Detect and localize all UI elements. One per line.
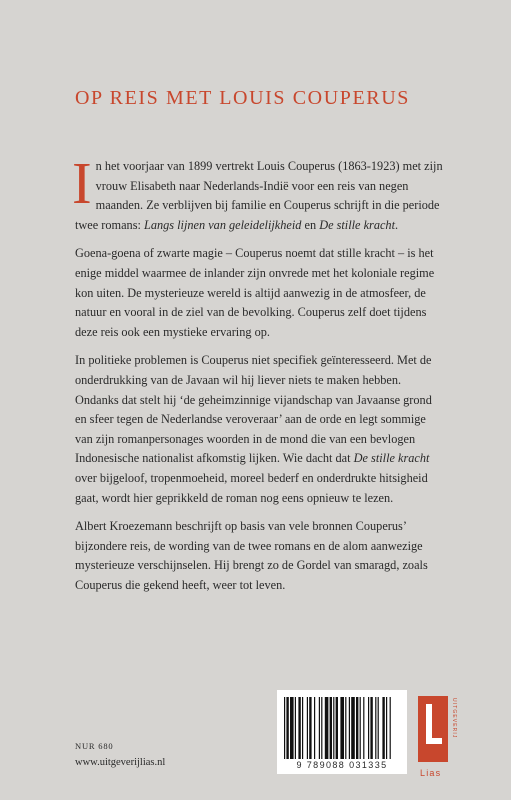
barcode-bars bbox=[284, 697, 400, 759]
barcode-bar bbox=[351, 697, 355, 759]
barcode-bar bbox=[330, 697, 332, 759]
paragraph-3 bbox=[75, 351, 445, 508]
barcode-bar bbox=[325, 697, 329, 759]
paragraph-1-text-3: . bbox=[395, 217, 399, 232]
barcode-bar bbox=[378, 697, 379, 759]
barcode-bar bbox=[370, 697, 372, 759]
paragraph-3-text: In politieke problemen is Couperus niet specifiek geïnteresseerd. Met de onderdrukking van de Javaan wil hij liever niets te maken hebben. Ondanks dat stelt hij ‘de geheimzinnige vijandschap van Javaanse grond en sfeer tegen de Nederlandse veroveraar’ aan de orde en legt sommige van zijn romanpersonages woorden in de mond die van een bevlogen Indonesische nationalist afkomstig lijken. Wie dacht dat bbox=[75, 353, 432, 466]
paragraph-4: Albert Kroezemann beschrijft op basis van vele bronnen Couperus’ bijzondere reis, de wording van de twee romans en de alom aanwezige mysterieuze verschijnselen. Hij brengt zo de Gordel van smaragd, zoals Couperus die gekend heeft, weer tot leven. bbox=[75, 519, 428, 592]
isbn-barcode bbox=[277, 690, 407, 774]
barcode-bar bbox=[349, 697, 350, 759]
barcode-bar bbox=[302, 697, 303, 759]
barcode-bar bbox=[375, 697, 376, 759]
publisher-name: Lias bbox=[420, 768, 442, 778]
barcode-bar bbox=[286, 697, 288, 759]
barcode-bar bbox=[321, 697, 322, 759]
blurb bbox=[72, 150, 445, 604]
barcode-bar bbox=[368, 697, 369, 759]
barcode-bar bbox=[356, 697, 358, 759]
barcode-bar bbox=[307, 697, 308, 759]
barcode-bar bbox=[382, 697, 384, 759]
book-title: OP REIS MET LOUIS COUPERUS bbox=[75, 87, 410, 109]
barcode-bar bbox=[336, 697, 338, 759]
barcode-bar bbox=[309, 697, 311, 759]
barcode-bar bbox=[295, 697, 296, 759]
barcode-bar bbox=[360, 697, 361, 759]
barcode-bar bbox=[386, 697, 387, 759]
barcode-bar bbox=[284, 697, 285, 759]
barcode-bar bbox=[333, 697, 334, 759]
barcode-bar bbox=[340, 697, 344, 759]
isbn-number: 9 789088 031335 bbox=[296, 760, 388, 770]
barcode-bar bbox=[319, 697, 320, 759]
drop-cap: I bbox=[72, 150, 92, 216]
barcode-bar bbox=[314, 697, 315, 759]
barcode-bar bbox=[298, 697, 300, 759]
nur-code: NUR 680 bbox=[75, 741, 114, 751]
publisher-logo bbox=[418, 696, 458, 792]
barcode-bar bbox=[290, 697, 294, 759]
barcode-bar bbox=[345, 697, 346, 759]
publisher-website: www.uitgeverijlias.nl bbox=[75, 757, 166, 768]
paragraph-2: Goena-goena of zwarte magie – Couperus noemt dat stille kracht – is het enige middel waarmee de inlander zijn onvrede met het koloniale regime kon uiten. De mysterieuze wereld is altijd aanwezig in de atmosfeer, de natuur en vooral in de ziel van de bevolking. Couperus zelf doet tijdens deze reis ook een mystieke ervaring op. bbox=[75, 246, 435, 339]
publisher-side-label: UITGEVERIJ bbox=[451, 698, 457, 739]
lias-logo-mark bbox=[418, 696, 452, 768]
paragraph-1 bbox=[72, 150, 445, 235]
barcode-bar bbox=[363, 697, 364, 759]
book-title-italic-2: De stille kracht bbox=[319, 217, 395, 232]
paragraph-3-text-2: over bijgeloof, tropenmoeheid, moreel bederf en onderdrukte hitsigheid gaat, wordt hier geprikkeld de roman nog eens opnieuw te lezen. bbox=[75, 470, 428, 505]
paragraph-1-text: n het voorjaar van 1899 vertrekt Louis Couperus (1863-1923) met zijn vrouw Elisabeth naar Nederlands-Indië voor een reis van negen maanden. Ze verblijven bij familie en Couperus schrijft in die periode twee romans: bbox=[75, 159, 443, 232]
barcode-bar bbox=[390, 697, 391, 759]
book-title-italic-1: Langs lijnen van geleidelijkheid bbox=[143, 217, 302, 232]
paragraph-1-text-2: en bbox=[301, 217, 320, 232]
book-title-italic-3: De stille kracht bbox=[353, 451, 430, 466]
